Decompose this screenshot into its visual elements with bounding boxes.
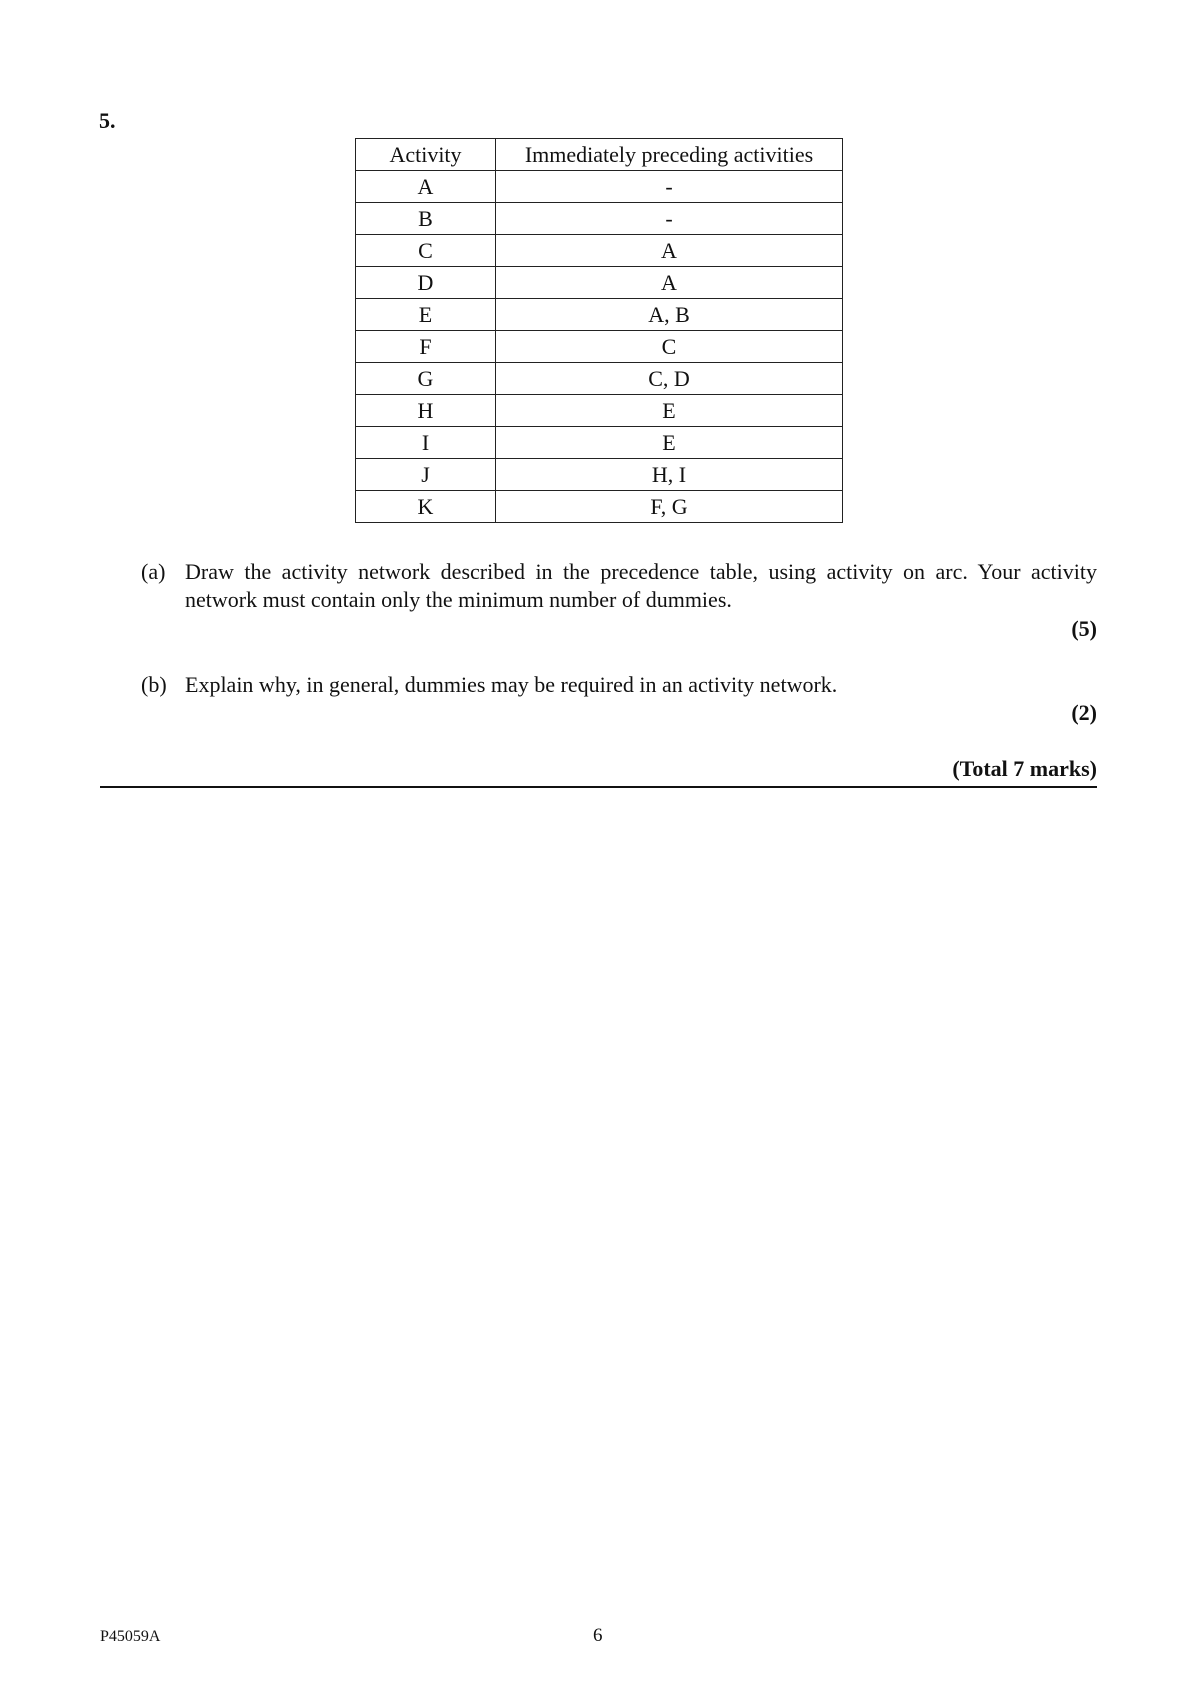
preceding-cell: E — [496, 427, 843, 459]
preceding-cell: A, B — [496, 299, 843, 331]
divider — [100, 786, 1097, 788]
preceding-cell: - — [496, 203, 843, 235]
table-row — [356, 331, 843, 363]
table-row — [356, 395, 843, 427]
preceding-cell: - — [496, 171, 843, 203]
activity-cell: F — [356, 331, 496, 363]
table-row — [356, 491, 843, 523]
part-a-label: (a) — [141, 559, 166, 584]
table-row — [356, 203, 843, 235]
preceding-cell: C — [496, 331, 843, 363]
part-b-marks: (2) — [1071, 700, 1097, 725]
activity-cell: I — [356, 427, 496, 459]
activity-cell: G — [356, 363, 496, 395]
table-row — [356, 299, 843, 331]
page-number: 6 — [593, 1625, 603, 1646]
activity-cell: E — [356, 299, 496, 331]
table-row — [356, 235, 843, 267]
activity-cell: J — [356, 459, 496, 491]
part-b-text: Explain why, in general, dummies may be required in an activity network. — [185, 672, 838, 697]
paper-code: P45059A — [100, 1628, 161, 1645]
activity-cell: H — [356, 395, 496, 427]
activity-cell: B — [356, 203, 496, 235]
part-a-text: Draw the activity network described in the precedence table, using activity on arc. Your activity network must contain only the minimum number of dummies. — [185, 559, 1097, 612]
part-a-marks: (5) — [1071, 616, 1097, 641]
preceding-cell: F, G — [496, 491, 843, 523]
table-row — [356, 171, 843, 203]
part-b-label: (b) — [141, 672, 167, 697]
preceding-cell: C, D — [496, 363, 843, 395]
table-header-row — [356, 139, 843, 171]
table-row — [356, 267, 843, 299]
table-row — [356, 363, 843, 395]
question-number: 5. — [99, 108, 116, 133]
preceding-cell: E — [496, 395, 843, 427]
table-row — [356, 459, 843, 491]
activity-cell: K — [356, 491, 496, 523]
activity-cell: D — [356, 267, 496, 299]
total-marks: (Total 7 marks) — [952, 756, 1097, 781]
precedence-table — [355, 138, 843, 523]
header-activity: Activity — [356, 139, 496, 171]
preceding-cell: A — [496, 235, 843, 267]
header-preceding: Immediately preceding activities — [496, 139, 843, 171]
activity-cell: A — [356, 171, 496, 203]
preceding-cell: H, I — [496, 459, 843, 491]
activity-cell: C — [356, 235, 496, 267]
preceding-cell: A — [496, 267, 843, 299]
table-row — [356, 427, 843, 459]
